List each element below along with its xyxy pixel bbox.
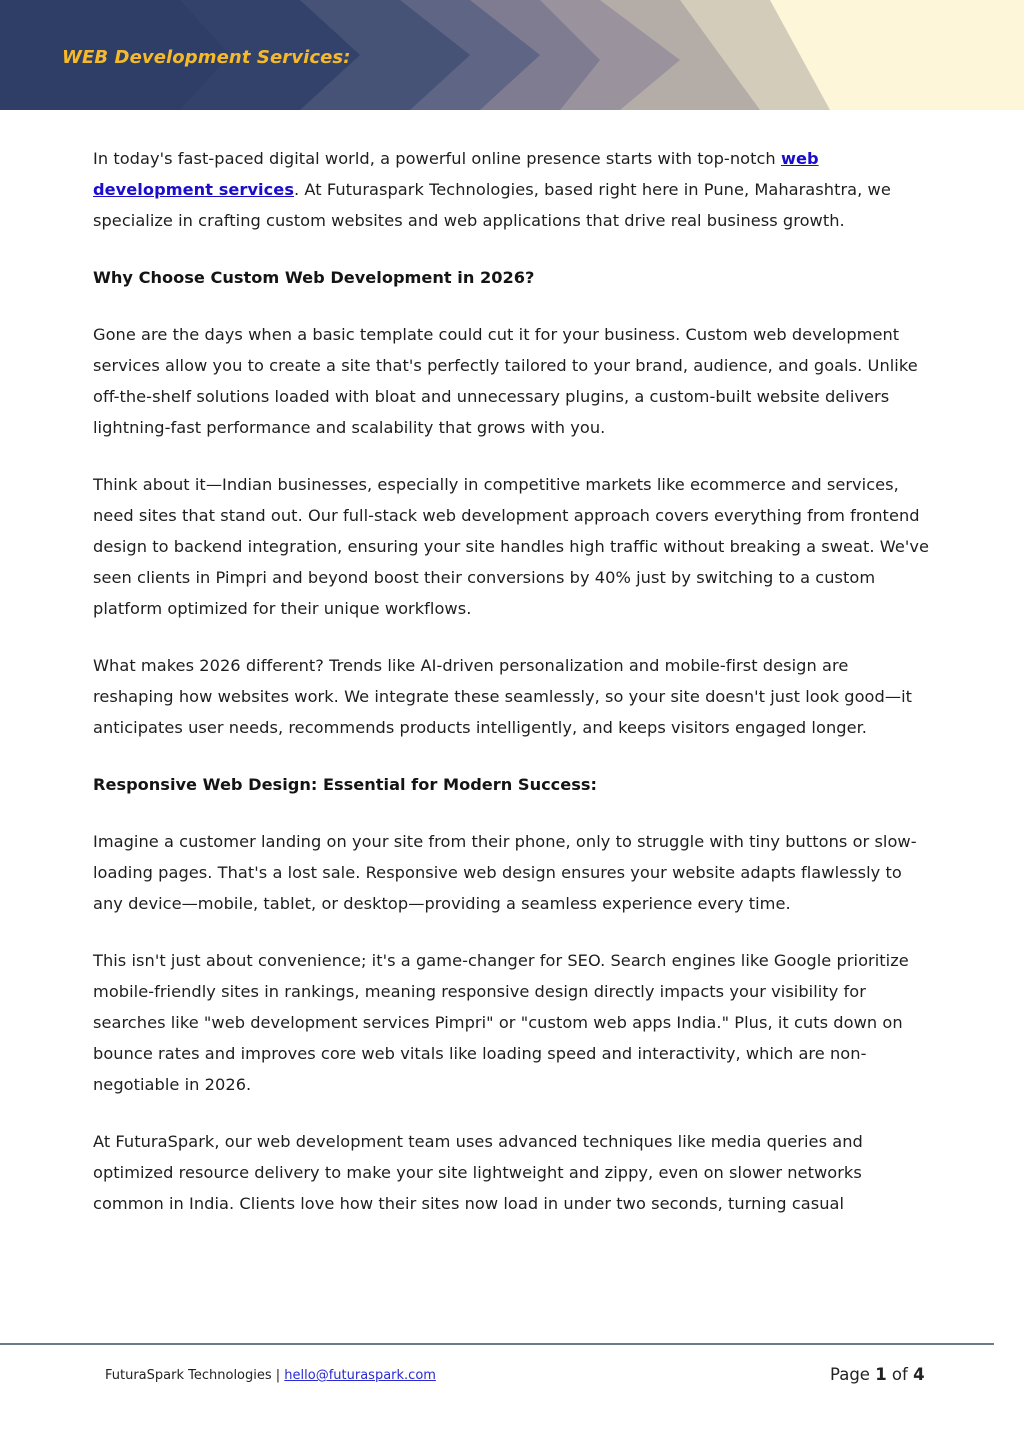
paragraph: At FuturaSpark, our web development team uses advanced techniques like media queries and optimized resource delivery to make your site lightweight and zippy, even on slower networks common in India. Clients love how their sites now load in under two seconds, turning casual <box>93 1132 863 1213</box>
intro-text-continued: . At Futuraspark Technologies, based right here in Pune, Maharashtra, we specialize in crafting custom websites and web applications that drive real business growth. <box>93 180 891 230</box>
footer-company-name: FuturaSpark Technologies | <box>105 1368 285 1383</box>
section-heading: Why Choose Custom Web Development in 2026? <box>93 268 535 287</box>
footer-divider <box>0 1343 994 1345</box>
page-of-label: of <box>886 1365 914 1384</box>
paragraph: This isn't just about convenience; it's a game-changer for SEO. Search engines like Google prioritize mobile-friendly sites in rankings, meaning responsive design directly impacts your visibility for searches like "web development services Pimpri" or "custom web apps India." Plus, it cuts down on bounce rates and improves core web vitals like loading speed and interactivity, which are non-negotiable in 2026. <box>93 951 909 1094</box>
footer-email-link[interactable]: hello@futuraspark.com <box>284 1368 436 1383</box>
paragraph: Gone are the days when a basic template could cut it for your business. Custom web development services allow you to create a site that's perfectly tailored to your brand, audience, and goals. Unlike off-the-shelf solutions loaded with bloat and unnecessary plugins, a custom-built website delivers lightning-fast performance and scalability that grows with you. <box>93 325 918 437</box>
paragraph: Imagine a customer landing on your site from their phone, only to struggle with tiny buttons or slow-loading pages. That's a lost sale. Responsive web design ensures your website adapts flawlessly to any device—mobile, tablet, or desktop—providing a seamless experience every time. <box>93 832 917 913</box>
header-banner <box>0 0 1024 110</box>
footer-company-info <box>105 1368 436 1383</box>
page-total: 4 <box>913 1365 925 1384</box>
paragraph: Think about it—Indian businesses, especially in competitive markets like ecommerce and services, need sites that stand out. Our full-stack web development approach covers everything from frontend design to backend integration, ensuring your site handles high traffic without breaking a sweat. We've seen clients in Pimpri and beyond boost their conversions by 40% just by switching to a custom platform optimized for their unique workflows. <box>93 475 930 618</box>
document-body <box>93 143 933 1245</box>
page-number <box>830 1365 925 1384</box>
section-heading: Responsive Web Design: Essential for Modern Success: <box>93 775 598 794</box>
intro-text: In today's fast-paced digital world, a powerful online presence starts with top-notch <box>93 149 781 168</box>
banner-title: WEB Development Services: <box>62 47 351 68</box>
paragraph: What makes 2026 different? Trends like AI-driven personalization and mobile-first design are reshaping how websites work. We integrate these seamlessly, so your site doesn't just look good—it anticipates user needs, recommends products intelligently, and keeps visitors engaged longer. <box>93 656 913 737</box>
page-label: Page <box>830 1365 876 1384</box>
web-development-services-link[interactable]: web development services <box>93 149 819 199</box>
page-current: 1 <box>875 1365 887 1384</box>
intro-paragraph <box>93 143 933 236</box>
